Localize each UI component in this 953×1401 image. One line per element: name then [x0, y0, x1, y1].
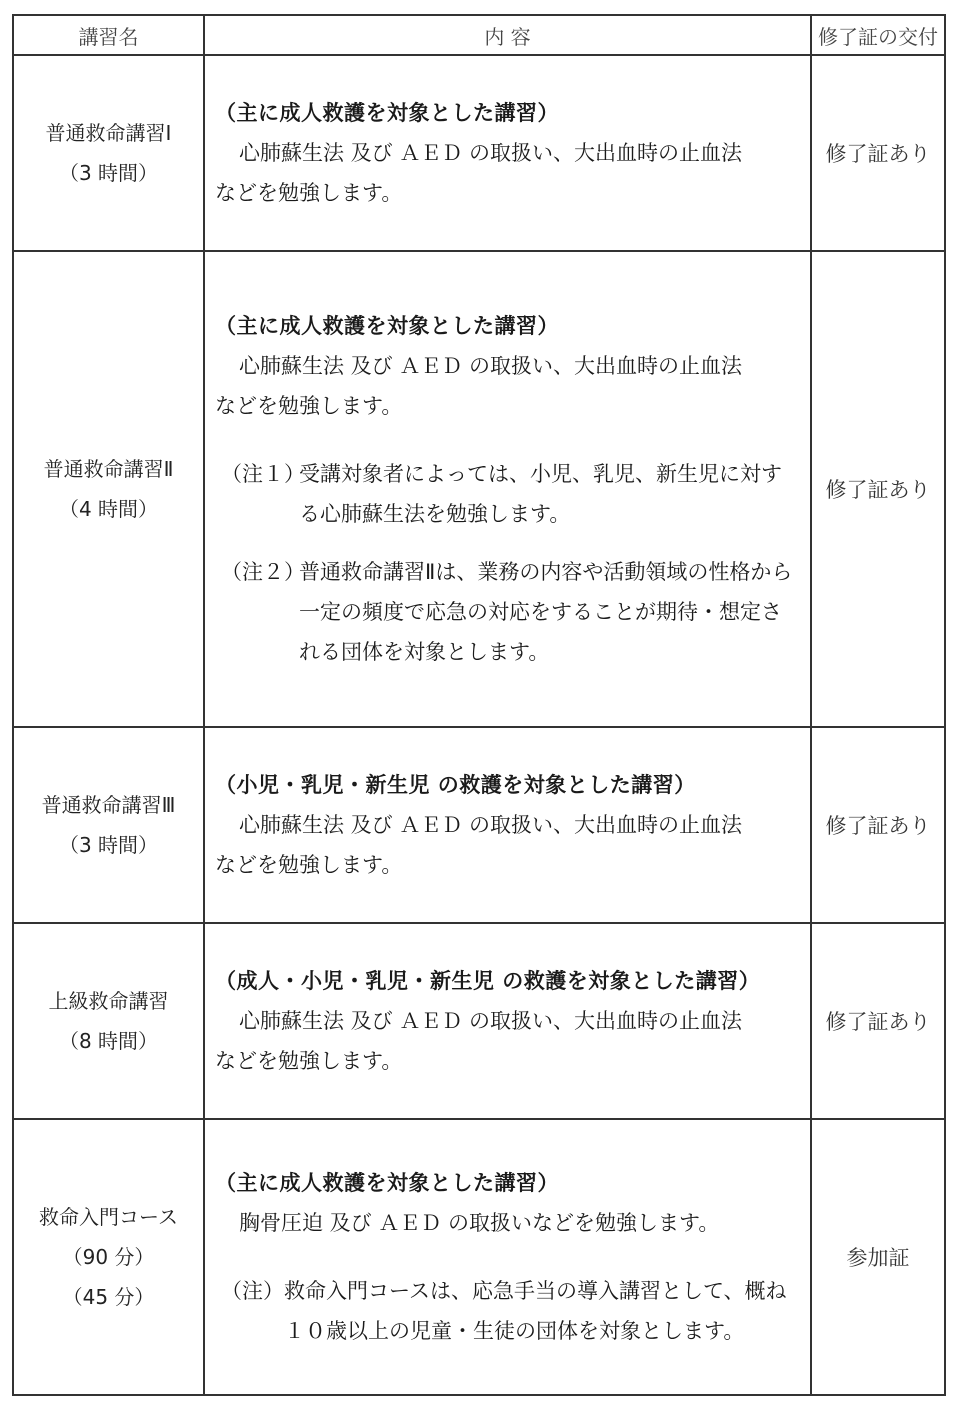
certificate-cell: 修了証あり	[811, 55, 945, 251]
header-row	[13, 15, 945, 55]
course-content-cell	[204, 1119, 811, 1395]
note-label: （注）	[221, 1279, 284, 1303]
course-body: 心肺蘇生法 及び ＡＥＤ の取扱い、大出血時の止血法	[239, 813, 743, 837]
header-content: 内 容	[204, 15, 811, 55]
course-duration: （4 時間）	[58, 497, 159, 521]
header-name: 講習名	[13, 15, 204, 55]
course-target: （成人・小児・乳児・新生児 の救護を対象とした講習）	[215, 969, 761, 993]
course-name-cell	[13, 1119, 204, 1395]
course-name: 普通救命講習Ⅲ	[41, 793, 176, 817]
table-row	[13, 1119, 945, 1395]
course-name-cell	[13, 55, 204, 251]
course-body-cont: などを勉強します。	[215, 1049, 403, 1073]
course-name-cell	[13, 923, 204, 1119]
course-body-cont: などを勉強します。	[215, 181, 403, 205]
note	[215, 454, 802, 534]
course-body: 心肺蘇生法 及び ＡＥＤ の取扱い、大出血時の止血法	[239, 1009, 743, 1033]
course-target: （小児・乳児・新生児 の救護を対象とした講習）	[215, 773, 696, 797]
course-duration-alt: （45 分）	[62, 1285, 155, 1309]
certificate-cell: 修了証あり	[811, 251, 945, 727]
note	[215, 1271, 802, 1351]
note-text: 受講対象者によっては、小児、乳児、新生児に対する心肺蘇生法を勉強します。	[299, 462, 782, 526]
course-name-cell	[13, 251, 204, 727]
course-body: 胸骨圧迫 及び ＡＥＤ の取扱いなどを勉強します。	[239, 1211, 720, 1235]
course-content-cell	[204, 55, 811, 251]
certificate-cell: 参加証	[811, 1119, 945, 1395]
course-target: （主に成人救護を対象とした講習）	[215, 1171, 559, 1195]
note-text: 普通救命講習Ⅱは、業務の内容や活動領域の性格から一定の頻度で応急の対応をすることが期待・想定される団体を対象とします。	[299, 560, 793, 664]
course-content-cell	[204, 251, 811, 727]
course-name: 救命入門コース	[39, 1205, 178, 1229]
course-name: 普通救命講習Ⅰ	[45, 121, 172, 145]
header-certificate: 修了証の交付	[811, 15, 945, 55]
course-duration: （8 時間）	[58, 1029, 159, 1053]
course-name: 上級救命講習	[48, 989, 169, 1013]
note-text: 救命入門コースは、応急手当の導入講習として、概ね１０歳以上の児童・生徒の団体を対象とします。	[284, 1279, 787, 1343]
table-row	[13, 251, 945, 727]
course-duration: （90 分）	[62, 1245, 155, 1269]
note-label: （注１）	[221, 462, 305, 486]
note-label: （注２）	[221, 560, 305, 584]
table-row	[13, 55, 945, 251]
table-row	[13, 727, 945, 923]
certificate-cell: 修了証あり	[811, 923, 945, 1119]
course-duration: （3 時間）	[58, 161, 159, 185]
course-name-cell	[13, 727, 204, 923]
certificate-cell: 修了証あり	[811, 727, 945, 923]
course-body-cont: などを勉強します。	[215, 394, 403, 418]
course-duration: （3 時間）	[58, 833, 159, 857]
course-table	[12, 14, 946, 1396]
course-body-cont: などを勉強します。	[215, 853, 403, 877]
course-target: （主に成人救護を対象とした講習）	[215, 314, 559, 338]
course-content-cell	[204, 727, 811, 923]
course-target: （主に成人救護を対象とした講習）	[215, 101, 559, 125]
course-body: 心肺蘇生法 及び ＡＥＤ の取扱い、大出血時の止血法	[239, 354, 743, 378]
course-content-cell	[204, 923, 811, 1119]
course-name: 普通救命講習Ⅱ	[43, 457, 174, 481]
table-row	[13, 923, 945, 1119]
note	[215, 552, 802, 672]
course-body: 心肺蘇生法 及び ＡＥＤ の取扱い、大出血時の止血法	[239, 141, 743, 165]
